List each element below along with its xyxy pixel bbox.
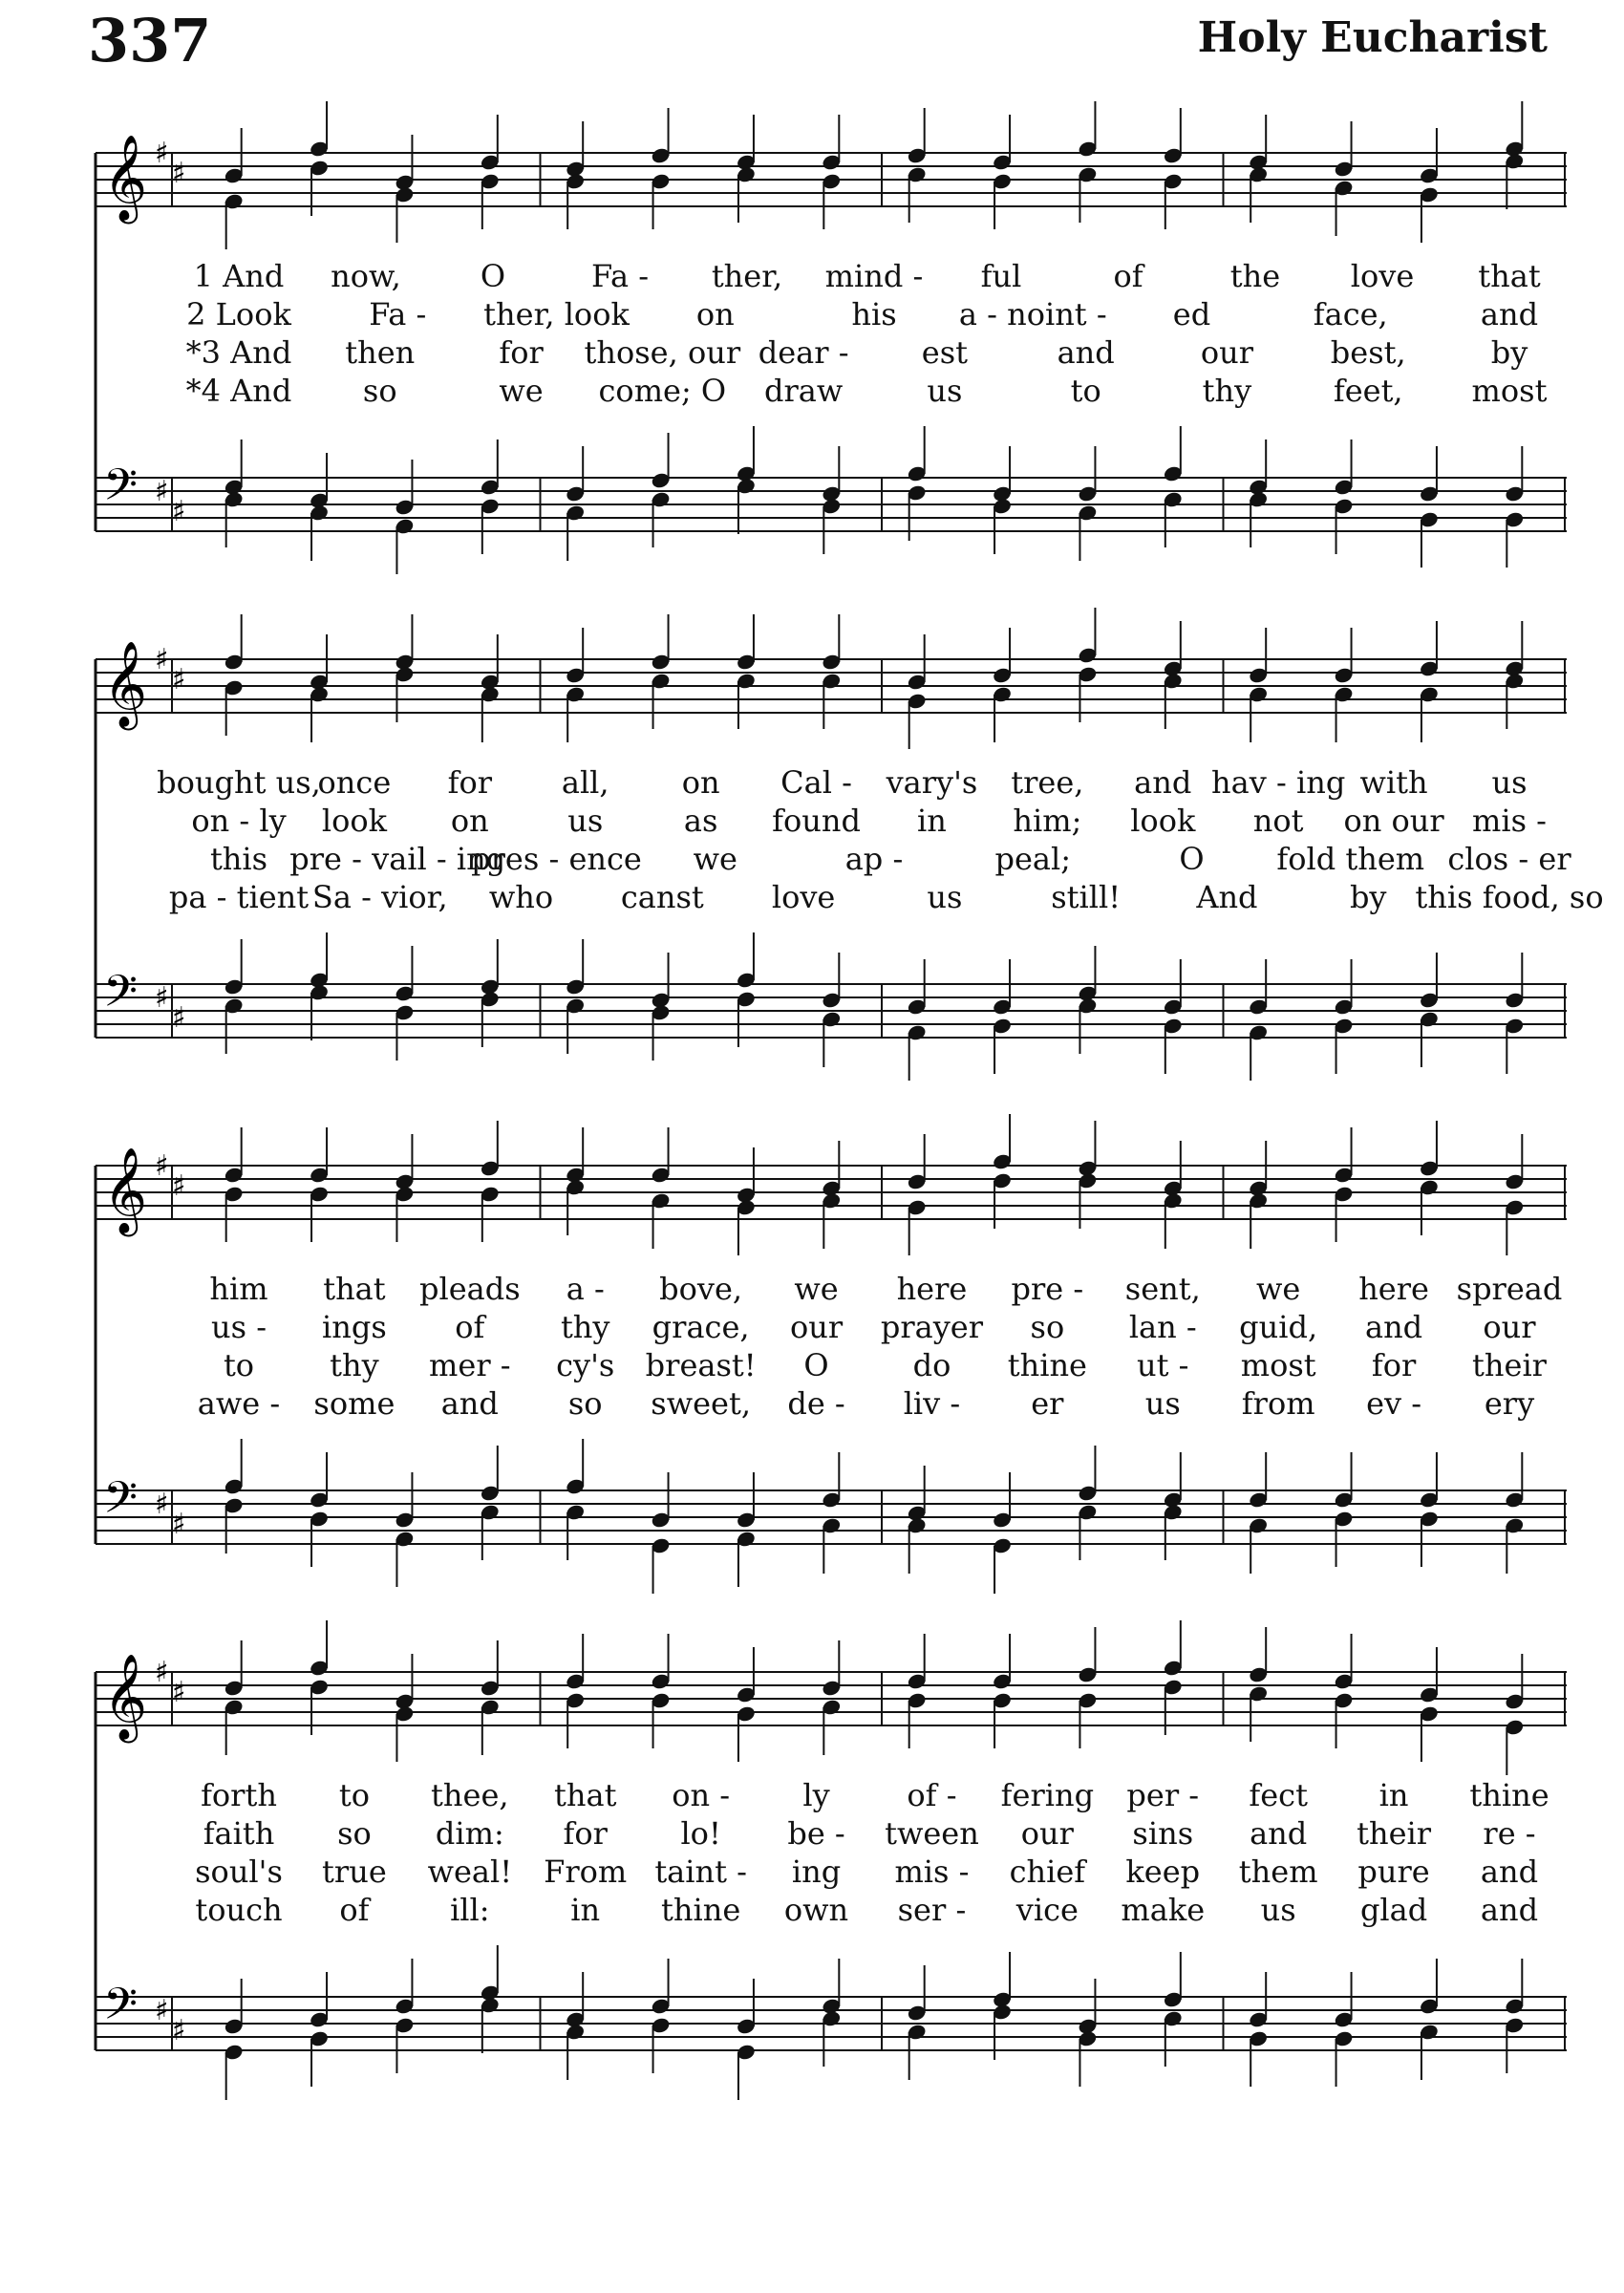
lyric-syllable: our — [789, 1309, 844, 1345]
lyric-syllable: And — [1196, 879, 1258, 915]
lyric-syllable: his — [851, 296, 897, 332]
lyric-syllable: ed — [1172, 296, 1211, 332]
lyric-syllable: once — [317, 764, 392, 801]
lyric-syllable: thine — [1469, 1777, 1549, 1813]
sharp-icon: ♯ — [172, 495, 186, 528]
lyric-syllable: Fa - — [590, 258, 650, 294]
lyric-syllable: re - — [1483, 1815, 1536, 1852]
lyric-syllable: ev - — [1366, 1385, 1422, 1422]
bass-clef-icon: 𝄢 — [103, 1979, 139, 2041]
lyric-syllable: this — [209, 841, 268, 877]
lyric-syllable: love — [771, 879, 836, 915]
lyric-syllable: pa - tient — [168, 879, 310, 915]
treble-clef-icon: 𝄞 — [103, 1654, 148, 1740]
lyric-syllable: Cal - — [780, 764, 852, 801]
lyric-syllable: their — [1357, 1815, 1432, 1852]
lyric-syllable: prayer — [880, 1309, 984, 1345]
sharp-icon: ♯ — [172, 1001, 186, 1035]
lyric-syllable: for — [1371, 1347, 1417, 1383]
lyric-syllable: ing — [791, 1854, 842, 1890]
music-system — [96, 1654, 1567, 2083]
lyric-syllable: thy — [1202, 373, 1252, 409]
lyric-syllable: breast! — [645, 1347, 757, 1383]
lyric-syllable: do — [912, 1347, 951, 1383]
lyric-syllable: thy — [560, 1309, 610, 1345]
lyric-syllable: by — [1349, 879, 1387, 915]
lyric-line — [96, 1892, 1567, 1930]
lyric-syllable: guid, — [1239, 1309, 1318, 1345]
lyric-syllable: O — [803, 1347, 829, 1383]
lyric-syllable: of — [455, 1309, 485, 1345]
lyric-syllable: us — [1260, 1892, 1296, 1928]
lyric-syllable: taint - — [654, 1854, 747, 1890]
lyric-syllable: draw — [763, 373, 844, 409]
lyric-syllable: then — [345, 334, 416, 371]
lyric-syllable: most — [1240, 1347, 1316, 1383]
lyric-line — [96, 1777, 1567, 1815]
lyric-syllable: look — [1130, 803, 1196, 839]
lyric-syllable: their — [1472, 1347, 1547, 1383]
lyric-syllable: ut - — [1137, 1347, 1189, 1383]
lyric-syllable: sweet, — [651, 1385, 751, 1422]
lyric-syllable: to — [338, 1777, 370, 1813]
lyric-syllable: lo! — [680, 1815, 721, 1852]
music-system — [96, 135, 1567, 564]
lyric-syllable: found — [772, 803, 861, 839]
lyric-syllable: fold them — [1276, 841, 1425, 877]
lyric-syllable: for — [563, 1815, 608, 1852]
lyric-syllable: so — [1030, 1309, 1065, 1345]
lyric-syllable: and — [1480, 1854, 1539, 1890]
lyric-syllable: glad — [1359, 1892, 1428, 1928]
sharp-icon: ♯ — [172, 157, 186, 190]
lyric-syllable: those, our — [584, 334, 741, 371]
lyric-syllable: and — [440, 1385, 499, 1422]
lyric-syllable: a - noint - — [958, 296, 1107, 332]
lyric-syllable: ther, — [711, 258, 783, 294]
lyric-syllable: for — [499, 334, 544, 371]
lyric-syllable: tween — [885, 1815, 979, 1852]
lyric-syllable: us — [927, 373, 963, 409]
lyric-syllable: all, — [561, 764, 609, 801]
lyric-syllable: on - ly — [191, 803, 287, 839]
lyric-syllable: ap - — [844, 841, 904, 877]
treble-clef-icon: 𝄞 — [103, 135, 148, 221]
lyric-syllable: we — [499, 373, 544, 409]
bass-clef-icon: 𝄢 — [103, 1472, 139, 1534]
lyric-syllable: lan - — [1128, 1309, 1197, 1345]
lyric-line — [96, 803, 1567, 841]
treble-clef-icon: 𝄞 — [103, 1147, 148, 1233]
lyric-line — [96, 1815, 1567, 1854]
lyric-syllable: with — [1359, 764, 1428, 801]
lyric-syllable: mind - — [824, 258, 924, 294]
lyric-syllable: faith — [203, 1815, 275, 1852]
lyric-syllable: our — [1020, 1815, 1074, 1852]
lyric-syllable: cy's — [556, 1347, 615, 1383]
sharp-icon: ♯ — [172, 1169, 186, 1203]
lyric-syllable: dear - — [758, 334, 849, 371]
lyric-syllable: *3 And — [185, 334, 292, 371]
lyric-syllable: our — [1200, 334, 1254, 371]
lyric-syllable: now, — [331, 258, 401, 294]
bass-clef-icon: 𝄢 — [103, 460, 139, 522]
lyric-syllable: bove, — [659, 1271, 743, 1307]
lyric-syllable: here — [896, 1271, 968, 1307]
lyric-syllable: canst — [620, 879, 704, 915]
lyric-syllable: own — [783, 1892, 849, 1928]
lyric-syllable: mis - — [894, 1854, 970, 1890]
lyric-syllable: in — [1378, 1777, 1409, 1813]
lyric-syllable: and — [1134, 764, 1192, 801]
lyric-syllable: O — [480, 258, 506, 294]
lyric-syllable: on - — [672, 1777, 731, 1813]
lyric-syllable: spread — [1456, 1271, 1563, 1307]
lyric-syllable: a - — [566, 1271, 605, 1307]
lyric-syllable: dim: — [435, 1815, 504, 1852]
lyric-syllable: ly — [802, 1777, 830, 1813]
lyric-syllable: and — [1480, 1892, 1539, 1928]
lyric-syllable: that — [554, 1777, 617, 1813]
lyric-syllable: hav - ing — [1211, 764, 1346, 801]
lyric-syllable: peal; — [994, 841, 1072, 877]
lyric-syllable: touch — [195, 1892, 283, 1928]
lyric-syllable: by — [1490, 334, 1528, 371]
lyric-syllable: liv - — [903, 1385, 961, 1422]
lyric-syllable: and — [1057, 334, 1115, 371]
page-number: 337 — [88, 6, 212, 75]
sharp-icon: ♯ — [155, 981, 169, 1015]
lyric-syllable: us — [567, 803, 604, 839]
lyric-syllable: look — [321, 803, 387, 839]
lyric-syllable: mis - — [1472, 803, 1547, 839]
lyric-syllable: de - — [787, 1385, 845, 1422]
lyric-syllable: that — [323, 1271, 386, 1307]
lyric-syllable: and — [1364, 1309, 1423, 1345]
lyric-syllable: Sa - vior, — [311, 879, 448, 915]
sharp-icon: ♯ — [155, 475, 169, 508]
music-system — [96, 641, 1604, 1070]
lyric-syllable: so — [337, 1815, 372, 1852]
music-system — [96, 1147, 1567, 1576]
lyric-syllable: we — [1256, 1271, 1301, 1307]
lyric-syllable: us — [1491, 764, 1528, 801]
lyric-line — [96, 1309, 1567, 1347]
lyric-syllable: this food, so — [1415, 879, 1604, 915]
lyric-syllable: love — [1350, 258, 1415, 294]
lyric-syllable: thee, — [431, 1777, 509, 1813]
sharp-icon: ♯ — [172, 1676, 186, 1709]
lyric-syllable: for — [447, 764, 493, 801]
lyric-syllable: here — [1358, 1271, 1429, 1307]
lyric-syllable: we — [693, 841, 737, 877]
lyric-syllable: keep — [1125, 1854, 1201, 1890]
lyric-syllable: feet, — [1333, 373, 1403, 409]
lyric-syllable: come; O — [598, 373, 727, 409]
lyric-line — [96, 764, 1567, 803]
lyric-syllable: clos - er — [1447, 841, 1571, 877]
lyric-syllable: and — [1250, 1815, 1308, 1852]
lyric-syllable: *4 And — [185, 373, 292, 409]
lyric-syllable: est — [921, 334, 968, 371]
lyric-syllable: forth — [201, 1777, 277, 1813]
lyric-syllable: us — [927, 879, 963, 915]
lyric-line — [96, 1385, 1567, 1424]
lyric-syllable: us - — [210, 1309, 267, 1345]
lyric-syllable: pre - — [1011, 1271, 1084, 1307]
lyric-syllable: on — [681, 764, 720, 801]
lyric-syllable: face, — [1313, 296, 1388, 332]
sharp-icon: ♯ — [155, 643, 169, 676]
lyric-syllable: awe - — [197, 1385, 281, 1422]
lyric-syllable: chief — [1009, 1854, 1086, 1890]
lyric-syllable: er — [1031, 1385, 1064, 1422]
sharp-icon: ♯ — [172, 663, 186, 696]
lyric-syllable: still! — [1051, 879, 1122, 915]
sharp-icon: ♯ — [155, 137, 169, 170]
lyric-syllable: vice — [1015, 1892, 1079, 1928]
treble-clef-icon: 𝄞 — [103, 641, 148, 727]
lyric-syllable: thine — [661, 1892, 741, 1928]
lyric-line — [96, 373, 1567, 411]
lyric-line — [96, 841, 1571, 879]
lyric-syllable: on — [450, 803, 489, 839]
lyric-syllable: best, — [1330, 334, 1406, 371]
lyric-syllable: grace, — [652, 1309, 750, 1345]
sharp-icon: ♯ — [172, 1508, 186, 1541]
lyric-syllable: as — [683, 803, 718, 839]
lyric-syllable: on — [695, 296, 735, 332]
lyric-line — [96, 1271, 1567, 1309]
lyric-syllable: Fa - — [369, 296, 427, 332]
sharp-icon: ♯ — [155, 1656, 169, 1689]
lyric-line — [96, 334, 1567, 373]
lyric-syllable: our — [1483, 1309, 1536, 1345]
lyric-syllable: soul's — [195, 1854, 283, 1890]
lyric-syllable: in — [917, 803, 947, 839]
lyric-syllable: pre - vail - ing — [289, 841, 506, 877]
lyric-syllable: us — [1144, 1385, 1181, 1422]
lyric-syllable: of — [339, 1892, 370, 1928]
lyric-syllable: From — [544, 1854, 628, 1890]
lyric-syllable: on our — [1343, 803, 1444, 839]
lyric-syllable: be - — [787, 1815, 845, 1852]
lyric-syllable: ery — [1484, 1385, 1535, 1422]
lyric-syllable: O — [1179, 841, 1205, 877]
lyric-syllable: to — [223, 1347, 255, 1383]
lyric-syllable: mer - — [429, 1347, 511, 1383]
lyric-syllable: the — [1229, 258, 1281, 294]
bass-clef-icon: 𝄢 — [103, 966, 139, 1028]
lyric-syllable: bought us, — [157, 764, 321, 801]
sharp-icon: ♯ — [155, 1149, 169, 1183]
lyric-syllable: fering — [1000, 1777, 1095, 1813]
page-title: Holy Eucharist — [1197, 13, 1548, 62]
lyric-syllable: him; — [1013, 803, 1082, 839]
lyric-syllable: in — [570, 1892, 601, 1928]
lyric-syllable: ill: — [450, 1892, 490, 1928]
lyric-syllable: some — [313, 1385, 395, 1422]
lyric-syllable: 2 Look — [186, 296, 291, 332]
lyric-syllable: per - — [1126, 1777, 1200, 1813]
lyric-syllable: not — [1252, 803, 1304, 839]
lyric-syllable: so — [567, 1385, 603, 1422]
lyric-syllable: sent, — [1124, 1271, 1201, 1307]
lyric-line — [96, 1854, 1567, 1892]
lyric-syllable: thy — [330, 1347, 379, 1383]
lyric-syllable: true — [322, 1854, 387, 1890]
lyric-syllable: 1 And — [193, 258, 285, 294]
lyric-syllable: ful — [980, 258, 1022, 294]
sharp-icon: ♯ — [155, 1488, 169, 1521]
lyric-syllable: weal! — [427, 1854, 513, 1890]
lyric-syllable: pure — [1357, 1854, 1430, 1890]
lyric-syllable: of - — [907, 1777, 957, 1813]
lyric-syllable: from — [1241, 1385, 1315, 1422]
lyric-line — [96, 879, 1604, 917]
lyric-syllable: ther, look — [483, 296, 630, 332]
lyric-syllable: of — [1113, 258, 1143, 294]
lyric-syllable: sins — [1132, 1815, 1194, 1852]
lyric-line — [96, 296, 1567, 334]
sharp-icon: ♯ — [172, 2014, 186, 2047]
lyric-syllable: ser - — [897, 1892, 967, 1928]
lyric-syllable: who — [488, 879, 554, 915]
lyric-syllable: we — [794, 1271, 839, 1307]
lyric-syllable: vary's — [886, 764, 978, 801]
lyric-syllable: him — [209, 1271, 268, 1307]
lyric-syllable: thine — [1007, 1347, 1087, 1383]
lyric-syllable: and — [1480, 296, 1539, 332]
lyric-line — [96, 1347, 1567, 1385]
lyric-syllable: pres - ence — [471, 841, 642, 877]
lyric-syllable: fect — [1249, 1777, 1308, 1813]
lyric-syllable: most — [1471, 373, 1548, 409]
lyric-syllable: to — [1070, 373, 1101, 409]
lyric-syllable: so — [362, 373, 397, 409]
lyric-syllable: make — [1121, 1892, 1206, 1928]
lyric-syllable: that — [1478, 258, 1541, 294]
lyric-syllable: pleads — [418, 1271, 521, 1307]
lyric-syllable: tree, — [1011, 764, 1084, 801]
lyric-syllable: ings — [322, 1309, 387, 1345]
sharp-icon: ♯ — [155, 1994, 169, 2027]
lyric-line — [96, 258, 1567, 296]
lyric-syllable: them — [1238, 1854, 1318, 1890]
